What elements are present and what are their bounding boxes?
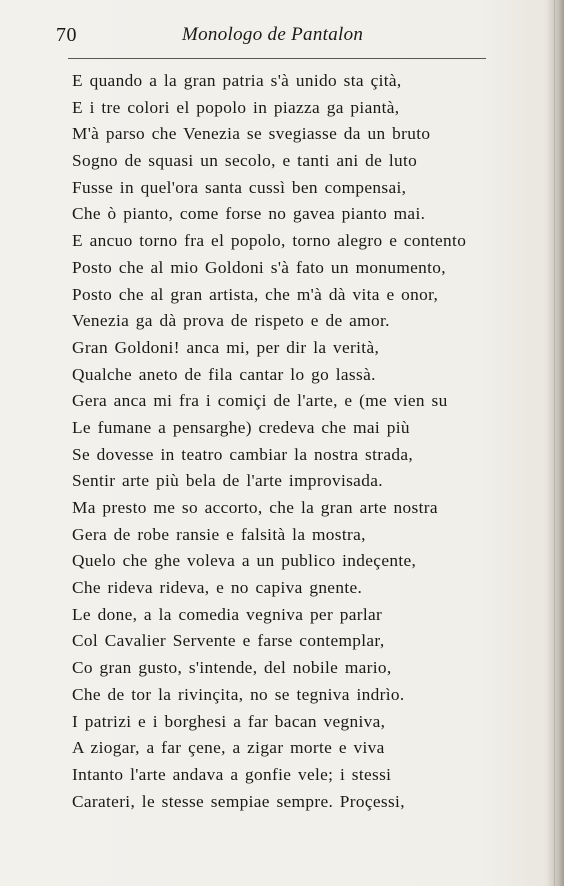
page-edge-shadow [546,0,564,886]
verse-line: E quando a la gran patria s'à unido sta çità, [72,71,402,90]
verse-line: E i tre colori el popolo in piazza ga piantà, [72,97,400,117]
verse-line: I patrizi e i borghesi a far bacan vegniva, [72,711,386,731]
verse-line: Sentir arte più bela de l'arte improvisada. [72,471,383,491]
verse-line: Che ò pianto, come forse no gavea pianto mai. [72,204,426,224]
verse-line: Fusse in quel'ora santa cussì ben compensai, [72,177,407,197]
verse-line: A ziogar, a far çene, a zigar morte e viva [72,738,385,758]
verse-line: Intanto l'arte andava a gonfie vele; i stessi [72,764,392,784]
running-title: Monologo de Pantalon [182,24,364,45]
verse-line: Gran Goldoni! anca mi, per dir la verità, [72,337,380,357]
verse-line: Quelo che ghe voleva a un publico indeçente, [72,551,417,571]
verse-line: Ma presto me so accorto, che la gran arte nostra [72,498,438,517]
verse-line: Qualche aneto de fila cantar lo go lassà. [72,364,376,384]
verse-line: Carateri, le stesse sempiae sempre. Proçessi, [72,791,405,811]
verse-line: Che de tor la rivinçita, no se tegniva indrìo. [72,684,405,704]
verse-line: Sogno de squasi un secolo, e tanti ani de luto [72,151,418,171]
verse-line: Venezia ga dà prova de rispeto e de amor. [72,311,390,331]
verse-line: Gera de robe ransie e falsità la mostra, [72,524,366,544]
verse-line: Che rideva rideva, e no capiva gnente. [72,578,363,598]
page-number: 70 [56,24,77,46]
verse-line: Se dovesse in teatro cambiar la nostra strada, [72,444,414,464]
page-header [56,24,486,46]
verse-line: Gera anca mi fra i comiçi de l'arte, e (me vien su [72,391,448,411]
verse-line: Co gran gusto, s'intende, del nobile mario, [72,658,392,678]
verse-line: Le fumane a pensarghe) credeva che mai più [72,417,410,437]
verse-line: Posto che al mio Goldoni s'à fato un monumento, [72,257,446,277]
verse-line: M'à parso che Venezia se svegiasse da un bruto [72,124,431,144]
verse-line: E ancuo torno fra el popolo, torno alegro e contento [72,231,467,251]
header-divider [68,58,486,59]
page-edge-line [554,0,555,886]
verse-line: Col Cavalier Servente e farse contemplar, [72,631,385,651]
verse-block [72,68,494,815]
verse-line: Posto che al gran artista, che m'à dà vita e onor, [72,284,439,304]
verse-line: Le done, a la comedia vegniva per parlar [72,604,383,624]
